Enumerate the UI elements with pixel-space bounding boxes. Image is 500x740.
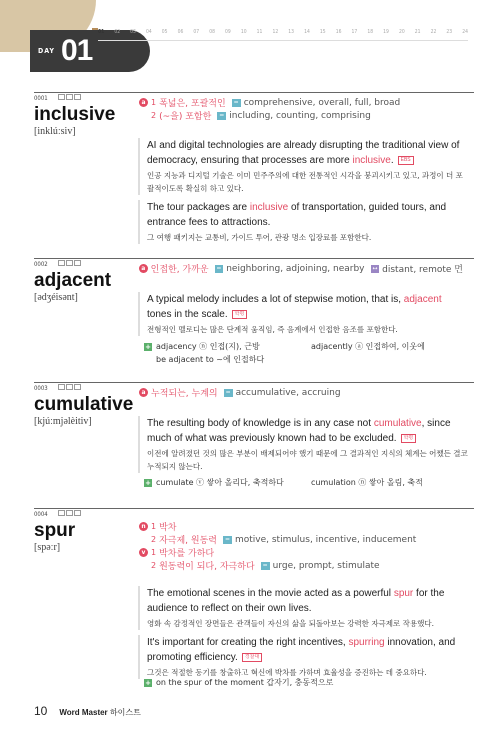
example-text: AI and digital technologies are already disrupting the traditional view of democracy, ensuring that processes are more bbox=[147, 140, 460, 166]
day-strip-item: 19 bbox=[383, 29, 389, 35]
day-strip-item: 02 bbox=[114, 29, 121, 35]
page-number: 10 bbox=[34, 704, 48, 718]
day-strip-item: 17 bbox=[351, 29, 358, 35]
pos-marker: a bbox=[139, 264, 148, 273]
day-strip-item: 15 bbox=[319, 29, 326, 35]
review-checkboxes bbox=[58, 510, 81, 516]
source-badge: EBS bbox=[398, 156, 414, 165]
synonyms: urge, prompt, stimulate bbox=[272, 560, 380, 571]
check-box[interactable] bbox=[58, 260, 65, 266]
highlight-word: spur bbox=[393, 588, 414, 599]
example-korean: 그것은 적절한 동기를 창출하고 혁신에 박차를 가하며 효율성을 증진하는 데 중요하다. bbox=[147, 668, 427, 677]
day-number: 01 bbox=[61, 34, 93, 67]
entry-adjacent bbox=[34, 258, 474, 368]
sense-number: 1 bbox=[151, 522, 157, 531]
synonyms: including, counting, comprising bbox=[229, 110, 371, 121]
korean-definition: 폭넓은, 포괄적인 bbox=[159, 99, 226, 109]
korean-definition: (~을) 포함한 bbox=[159, 112, 212, 122]
highlight-word: cumulative bbox=[373, 418, 422, 429]
example-text: The tour packages are bbox=[147, 202, 250, 213]
check-box[interactable] bbox=[74, 384, 81, 390]
day-strip-item: 21 bbox=[414, 29, 421, 35]
synonyms: accumulative, accruing bbox=[235, 387, 341, 398]
example-text: The resulting body of knowledge is in any case not bbox=[147, 418, 374, 429]
check-box[interactable] bbox=[58, 384, 65, 390]
day-strip bbox=[98, 29, 468, 35]
day-strip-item: 14 bbox=[304, 29, 310, 35]
example-korean: 인공 지능과 디지털 기술은 이미 민주주의에 대한 전통적인 시각을 붕괴시키고 있고, 과정이 더 포괄적이도록 확실히 하고 있다. bbox=[147, 171, 463, 193]
korean-definition: 박차 bbox=[159, 523, 177, 533]
sense-list bbox=[139, 262, 469, 275]
korean-definition: 인접한, 가까운 bbox=[150, 265, 209, 275]
highlight-word: inclusive bbox=[249, 202, 289, 213]
headword: spur bbox=[34, 520, 76, 541]
book-title-en: Word Master bbox=[59, 708, 108, 717]
sense-list bbox=[139, 386, 469, 399]
book-title-ko: 하이스트 bbox=[109, 708, 141, 717]
check-box[interactable] bbox=[74, 260, 81, 266]
sense-number: 1 bbox=[151, 548, 157, 557]
day-strip-item: 13 bbox=[288, 29, 295, 35]
day-strip-item: 23 bbox=[446, 29, 453, 35]
example-english bbox=[147, 586, 468, 616]
example-text: of transportation, guided tours, and entrance fees to attractions. bbox=[147, 202, 447, 228]
antonyms: distant, remote 먼 bbox=[382, 265, 463, 275]
source-badge: 학평 bbox=[401, 434, 417, 443]
derivative: be adjacent to ~에 인접하다 bbox=[156, 355, 265, 364]
plus-icon: + bbox=[145, 478, 151, 487]
book-title bbox=[59, 707, 140, 718]
check-box[interactable] bbox=[66, 94, 73, 100]
sense-line bbox=[139, 109, 469, 122]
entry-spur bbox=[34, 508, 474, 698]
example bbox=[138, 292, 468, 336]
derivative: cumulate ⓥ 쌓아 올리다, 축적하다 bbox=[156, 478, 284, 487]
review-checkboxes bbox=[58, 260, 81, 266]
example-english bbox=[147, 416, 468, 446]
day-strip-item: 06 bbox=[177, 29, 184, 35]
synonym-icon: = bbox=[219, 111, 225, 119]
day-strip-item: 09 bbox=[225, 29, 231, 35]
synonym-icon: = bbox=[233, 98, 239, 106]
source-badge: 학평 bbox=[232, 310, 248, 319]
day-strip-item: 24 bbox=[462, 29, 468, 35]
sense-number: 2 bbox=[151, 111, 157, 120]
sense-list bbox=[139, 520, 469, 572]
example-text: , since much of what was previously known had to be excluded. bbox=[147, 418, 451, 444]
day-strip-item: 05 bbox=[161, 29, 168, 35]
korean-definition: 누적되는, 누계의 bbox=[151, 389, 218, 399]
day-strip-item: 20 bbox=[398, 29, 405, 35]
derivative: on the spur of the moment 갑자기, 충동적으로 bbox=[156, 678, 334, 687]
example bbox=[138, 586, 468, 630]
synonyms: motive, stimulus, incentive, inducement bbox=[234, 534, 417, 545]
sense-number: 2 bbox=[151, 561, 157, 570]
entry-divider bbox=[34, 382, 474, 383]
entry-number: 0004 bbox=[34, 511, 48, 518]
example-korean: 그 여행 패키지는 교통비, 가이드 투어, 관광 명소 입장료를 포함한다. bbox=[147, 233, 372, 242]
synonym-icon: = bbox=[224, 535, 230, 543]
check-box[interactable] bbox=[66, 260, 73, 266]
check-box[interactable] bbox=[74, 94, 81, 100]
example-korean: 영화 속 감정적인 장면들은 관객들이 자신의 삶을 되돌아보는 강력한 자극제로 작용했다. bbox=[147, 619, 435, 628]
derivative: adjacently ⓐ 인접하여, 이웃에 bbox=[311, 342, 425, 351]
headword: inclusive bbox=[34, 104, 116, 125]
pronunciation: [spəːr] bbox=[34, 542, 61, 553]
pos-marker: v bbox=[139, 548, 148, 557]
example-list bbox=[138, 416, 468, 478]
example bbox=[138, 138, 468, 195]
example-list bbox=[138, 292, 468, 341]
korean-definition: 박차를 가하다 bbox=[159, 549, 215, 559]
day-strip-item: 10 bbox=[240, 29, 247, 35]
example-text: . bbox=[390, 155, 394, 166]
example-text: tones in the scale. bbox=[147, 309, 228, 320]
headword: cumulative bbox=[34, 394, 134, 415]
day-strip-item: 04 bbox=[145, 29, 152, 35]
entry-number: 0003 bbox=[34, 385, 48, 392]
check-box[interactable] bbox=[74, 510, 81, 516]
day-strip-item: 01 bbox=[98, 29, 105, 35]
source-badge: 경찰대 bbox=[242, 653, 263, 662]
review-checkboxes bbox=[58, 94, 81, 100]
example-list bbox=[138, 586, 468, 684]
synonyms: neighboring, adjoining, nearby bbox=[226, 263, 365, 274]
headword: adjacent bbox=[34, 270, 112, 291]
check-box[interactable] bbox=[58, 94, 65, 100]
sense-number: 2 bbox=[151, 535, 157, 544]
pos-marker: a bbox=[139, 98, 148, 107]
entry-divider bbox=[34, 508, 474, 509]
derivative-row bbox=[144, 340, 474, 353]
review-checkboxes bbox=[58, 384, 81, 390]
entry-cumulative bbox=[34, 382, 474, 492]
example-list bbox=[138, 138, 468, 249]
entry-divider bbox=[34, 258, 474, 259]
example-english bbox=[147, 200, 468, 230]
example-text: innovation, and promoting efficiency. bbox=[147, 637, 456, 663]
example-text: A typical melody includes a lot of stepwise motion, that is, bbox=[147, 294, 404, 305]
plus-icon: + bbox=[145, 678, 151, 687]
pos-marker: n bbox=[139, 522, 148, 531]
day-strip-item: 03 bbox=[130, 29, 136, 35]
pronunciation: [kjúːmjəlèitiv] bbox=[34, 416, 92, 427]
example-text: It's important for creating the right incentives, bbox=[147, 637, 349, 648]
sense-number: 1 bbox=[151, 98, 157, 107]
entry-number: 0001 bbox=[34, 95, 48, 102]
day-strip-item: 08 bbox=[209, 29, 215, 35]
derivative-list bbox=[144, 476, 474, 489]
derivative: cumulation ⓝ 쌓아 올림, 축적 bbox=[311, 478, 423, 487]
day-badge bbox=[30, 30, 150, 72]
entry-divider bbox=[34, 92, 474, 93]
sense-line bbox=[139, 96, 469, 109]
highlight-word: spurring bbox=[348, 637, 385, 648]
example-korean: 이전에 알려졌던 것의 많은 부분이 배제되어야 했기 때문에 그 결과적인 지식의 체계는 어쨌든 결코 누적되지 않는다. bbox=[147, 449, 468, 471]
derivative-row bbox=[144, 476, 474, 489]
synonym-icon: = bbox=[225, 388, 231, 396]
sense-line bbox=[139, 520, 469, 533]
example-english bbox=[147, 292, 468, 322]
day-strip-divider bbox=[98, 40, 468, 41]
highlight-word: adjacent bbox=[403, 294, 442, 305]
example-text: for the audience to reflect on their own lives. bbox=[147, 588, 445, 614]
sense-line bbox=[139, 262, 469, 275]
example bbox=[138, 200, 468, 244]
example-english bbox=[147, 635, 468, 665]
sense-line bbox=[139, 386, 469, 399]
synonyms: comprehensive, overall, full, broad bbox=[243, 97, 401, 108]
pos-marker: a bbox=[139, 388, 148, 397]
derivative: adjacency ⓝ 인접(지), 근방 bbox=[156, 342, 260, 351]
plus-icon: + bbox=[145, 342, 151, 351]
day-strip-item: 18 bbox=[367, 29, 374, 35]
sense-line bbox=[139, 546, 469, 559]
derivative-row bbox=[144, 353, 474, 366]
example-text: The emotional scenes in the movie acted as a powerful bbox=[147, 588, 394, 599]
example bbox=[138, 416, 468, 473]
day-strip-item: 11 bbox=[256, 29, 263, 35]
antonym-icon: ↔ bbox=[372, 264, 378, 272]
page-footer bbox=[34, 704, 141, 718]
check-box[interactable] bbox=[66, 384, 73, 390]
korean-definition: 원동력이 되다, 자극하다 bbox=[159, 562, 255, 572]
day-label: DAY bbox=[38, 47, 55, 55]
day-strip-item: 12 bbox=[272, 29, 279, 35]
day-strip-item: 22 bbox=[430, 29, 437, 35]
sense-line bbox=[139, 533, 469, 546]
example bbox=[138, 635, 468, 679]
derivative-list bbox=[144, 676, 474, 689]
derivative-list bbox=[144, 340, 474, 366]
entry-number: 0002 bbox=[34, 261, 48, 268]
derivative-row bbox=[144, 676, 474, 689]
example-english bbox=[147, 138, 468, 168]
check-box[interactable] bbox=[66, 510, 73, 516]
pronunciation: [ədʒéisənt] bbox=[34, 292, 78, 303]
sense-line bbox=[139, 559, 469, 572]
entry-inclusive bbox=[34, 92, 474, 242]
check-box[interactable] bbox=[58, 510, 65, 516]
synonym-icon: = bbox=[216, 264, 222, 272]
korean-definition: 자극제, 원동력 bbox=[159, 536, 217, 546]
highlight-word: inclusive bbox=[352, 155, 391, 166]
day-strip-item: 16 bbox=[335, 29, 342, 35]
synonym-icon: = bbox=[262, 561, 268, 569]
sense-list bbox=[139, 96, 469, 122]
day-strip-item: 07 bbox=[193, 29, 200, 35]
example-korean: 전형적인 멜로디는 많은 단계적 움직임, 즉 음계에서 인접한 음조를 포함한다. bbox=[147, 325, 398, 334]
pronunciation: [inklúːsiv] bbox=[34, 126, 76, 137]
